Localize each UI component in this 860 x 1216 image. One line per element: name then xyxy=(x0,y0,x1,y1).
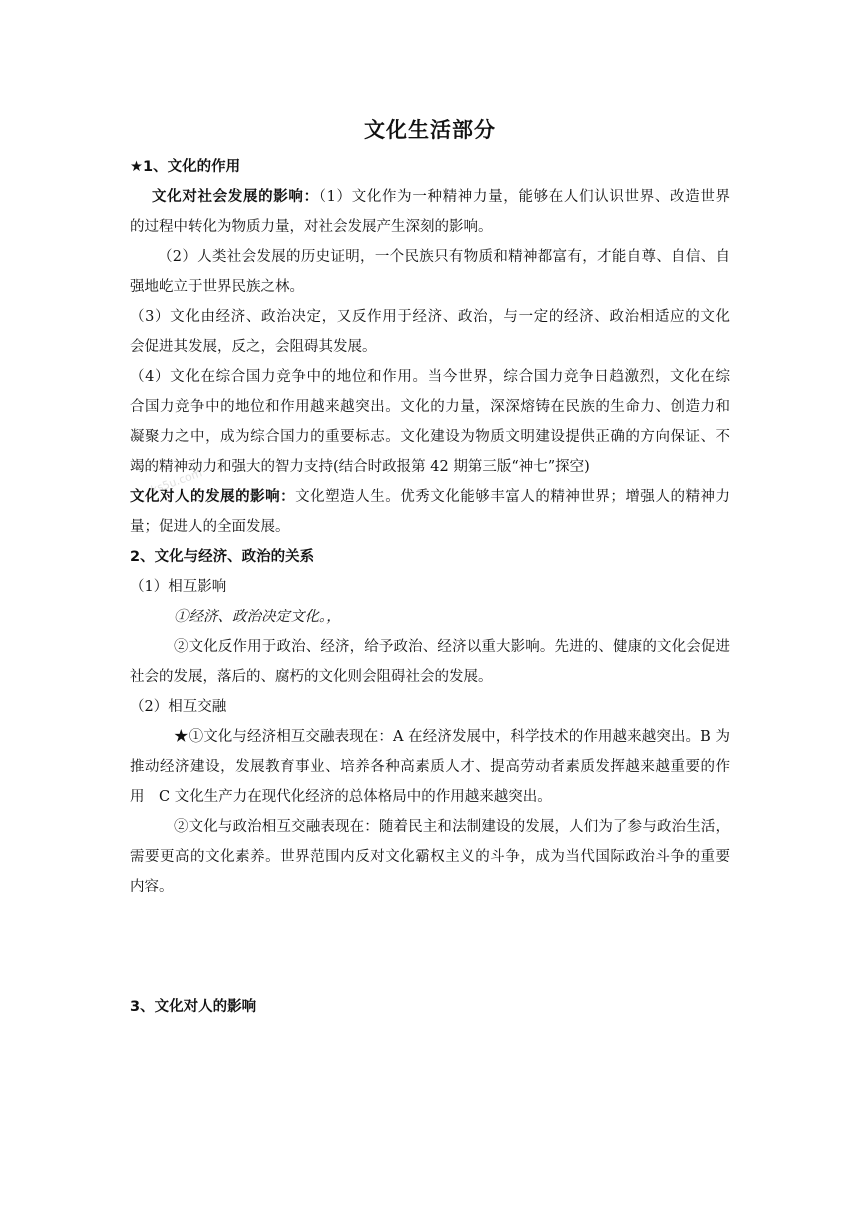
subsection-2-item-a-line-3: 用 C 文化生产力在现代化经济的总体格局中的作用越来越突出。 xyxy=(130,789,552,805)
spacer xyxy=(130,902,730,992)
society-impact-line-2: 的过程中转化为物质力量，对社会发展产生深刻的影响。 xyxy=(130,219,493,235)
point-4-line-3: 凝聚力之中，成为综合国力的重要标志。文化建设为物质文明建设提供正确的方向保证、不 xyxy=(130,429,730,445)
point-2-line-2: 强地屹立于世界民族之林。 xyxy=(130,279,304,295)
point-2-line-1: （2）人类社会发展的历史证明，一个民族只有物质和精神都富有，才能自尊、自信、自 xyxy=(158,249,730,265)
watermark: ks5u.com xyxy=(149,466,204,497)
subsection-2-item-b-line-2: 需要更高的文化素养。世界范围内反对文化霸权主义的斗争，成为当代国际政治斗争的重要 xyxy=(130,849,730,865)
point-4-line-2: 合国力竞争中的地位和作用越来越突出。文化的力量，深深熔铸在民族的生命力、创造力和 xyxy=(130,399,730,415)
subsection-1: （1）相互影响 xyxy=(130,579,227,595)
subsection-1-item-b-line-1: ②文化反作用于政治、经济，给予政治、经济以重大影响。先进的、健康的文化会促进 xyxy=(174,639,730,655)
point-3-line-1: （3）文化由经济、政治决定，又反作用于经济、政治，与一定的经济、政治相适应的文化 xyxy=(130,309,730,325)
point-3-line-2: 会促进其发展，反之，会阻碍其发展。 xyxy=(130,339,377,355)
subsection-2-item-a-line-2: 推动经济建设，发展教育事业、培养各种高素质人才、提高劳动者素质发挥越来越重要的作 xyxy=(130,759,730,775)
subsection-1-item-a: ①经济、政治决定文化。， xyxy=(174,609,341,625)
society-impact-line-1: 文化对社会发展的影响：（1）文化作为一种精神力量，能够在人们认识世界、改造世界 xyxy=(152,189,730,205)
section-2-heading: 2、文化与经济、政治的关系 xyxy=(130,549,315,565)
point-4-line-1: （4）文化在综合国力竞争中的地位和作用。当今世界，综合国力竞争日趋激烈，文化在综 xyxy=(130,369,730,385)
point-4-line-4: 竭的精神动力和强大的智力支持(结合时政报第 42 期第三版“神七”探空) xyxy=(130,459,590,475)
section-1-heading: ★1、文化的作用 xyxy=(130,159,241,175)
subsection-2-item-a-line-1: ★①文化与经济相互交融表现在：A 在经济发展中，科学技术的作用越来越突出。B 为 xyxy=(174,729,730,745)
person-impact-label: 文化对人的发展的影响： xyxy=(130,489,296,505)
page-title: 文化生活部分 xyxy=(364,118,496,142)
document-body xyxy=(130,152,730,1022)
subsection-2-item-b-line-3: 内容。 xyxy=(130,879,174,895)
society-impact-label: 文化对社会发展的影响： xyxy=(152,189,319,205)
subsection-2-item-b-line-1: ②文化与政治相互交融表现在：随着民主和法制建设的发展，人们为了参与政治生活， xyxy=(174,819,730,835)
person-impact-line-2: 量；促进人的全面发展。 xyxy=(130,519,290,535)
subsection-2: （2）相互交融 xyxy=(130,699,227,715)
person-impact-line-1: 文化对人的发展的影响：文化塑造人生。优秀文化能够丰富人的精神世界；增强人的精神力 xyxy=(130,489,730,505)
section-3-heading: 3、文化对人的影响 xyxy=(130,999,257,1015)
subsection-1-item-b-line-2: 社会的发展，落后的、腐朽的文化则会阻碍社会的发展。 xyxy=(130,669,493,685)
